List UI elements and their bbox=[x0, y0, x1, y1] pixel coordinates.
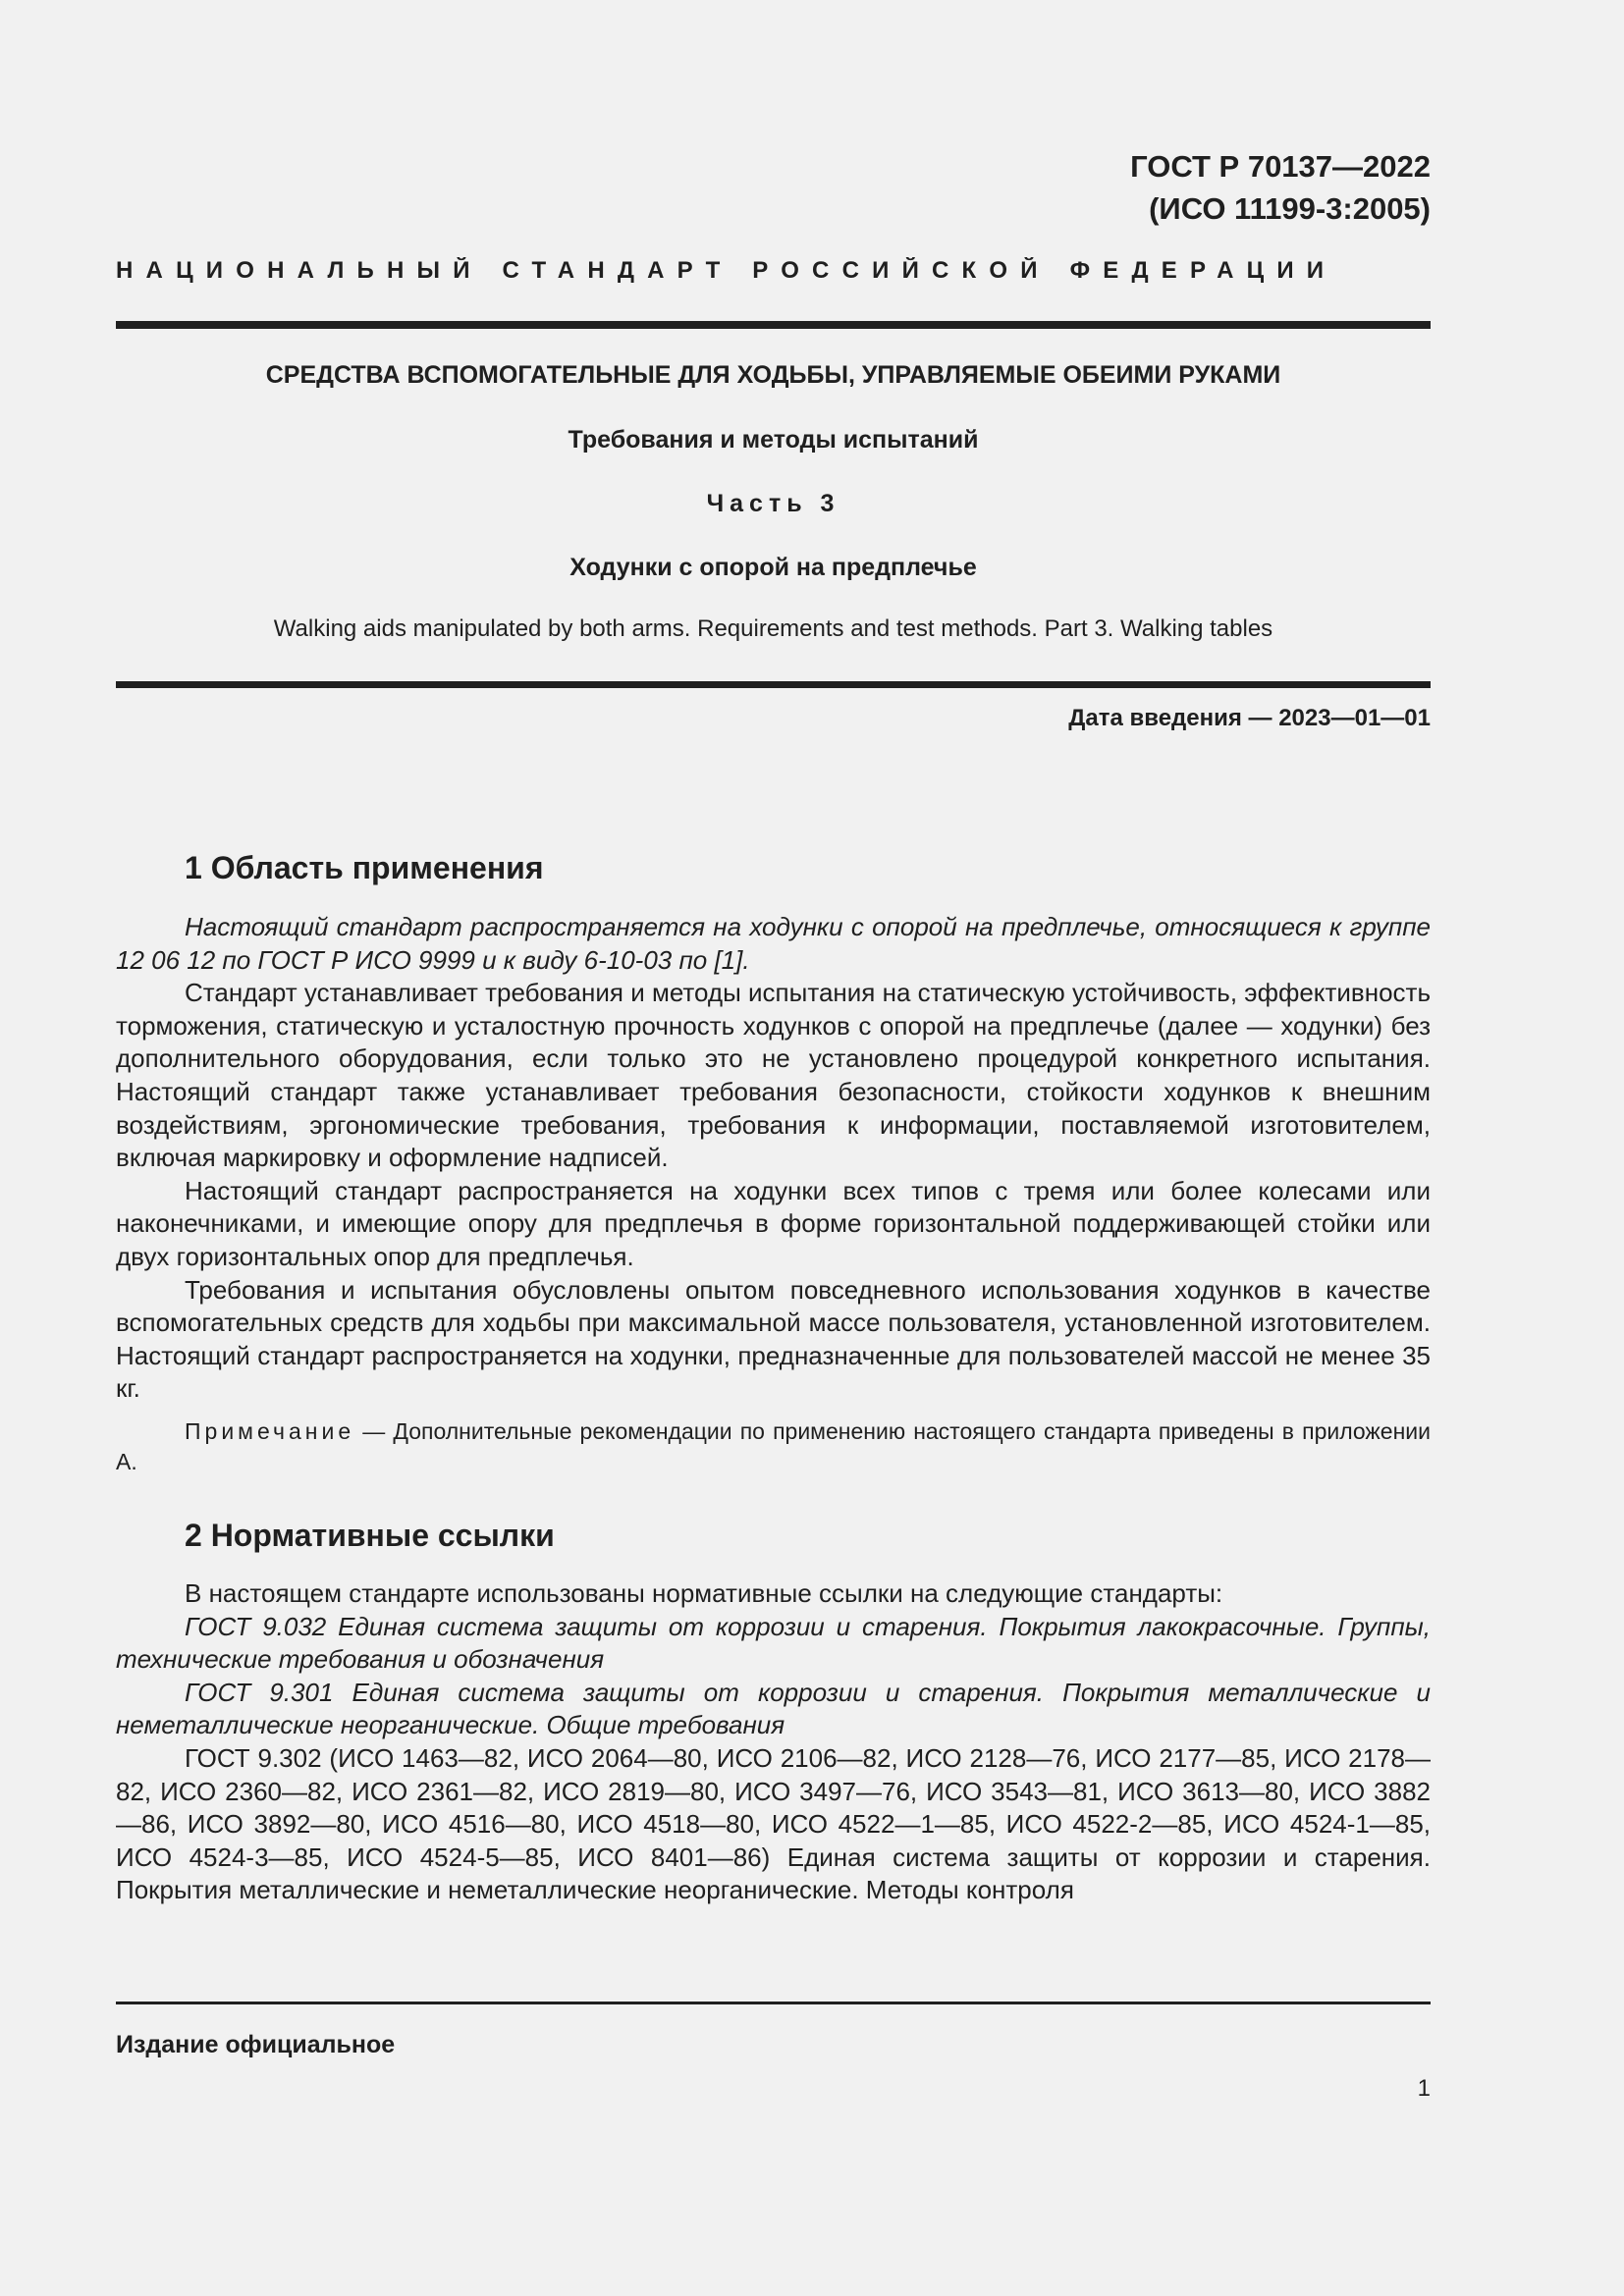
official-edition-label: Издание официальное bbox=[116, 2031, 396, 2058]
paragraph: Требования и испытания обусловлены опытом повседневного использования ходунков в качестве вспомогательных средств для ходьбы при максимальной массе пользователя, установленной изготовителем. Настоящий стандарт распространяется на ходунки, предназначенные для пользователей массой не менее 35 кг. bbox=[116, 1274, 1431, 1404]
iso-number: (ИСО 11199-3:2005) bbox=[1149, 191, 1431, 226]
note-label: Примечание bbox=[185, 1418, 355, 1444]
document-page bbox=[116, 0, 1431, 2296]
note-text: — Дополнительные рекомендации по применению настоящего стандарта приведены в приложении А. bbox=[116, 1418, 1431, 1474]
reference-item: ГОСТ 9.301 Единая система защиты от коррозии и старения. Покрытия металлические и неметаллические неорганические. Общие требования bbox=[116, 1677, 1431, 1740]
section-2-body bbox=[116, 1577, 1431, 1907]
title-divider bbox=[116, 681, 1431, 688]
footer-divider bbox=[116, 2002, 1431, 2004]
gost-number: ГОСТ Р 70137—2022 bbox=[1130, 149, 1431, 184]
paragraph: Настоящий стандарт распространяется на ходунки всех типов с тремя или более колесами или наконечниками, и имеющие опору для предплечья в форме горизонтальной поддерживающей стойки или двух горизонтальных опор для предплечья. bbox=[116, 1175, 1431, 1271]
introduction-date: Дата введения — 2023—01—01 bbox=[1068, 705, 1431, 731]
standard-designation bbox=[1130, 145, 1431, 230]
note bbox=[116, 1416, 1431, 1477]
paragraph: Настоящий стандарт распространяется на ходунки с опорой на предплечье, относящиеся к группе 12 06 12 по ГОСТ Р ИСО 9999 и к виду 6-10-03 по [1]. bbox=[116, 912, 1431, 975]
national-standard-banner: НАЦИОНАЛЬНЫЙ СТАНДАРТ РОССИЙСКОЙ ФЕДЕРАЦИИ bbox=[116, 257, 1337, 284]
part-title: Ходунки с опорой на предплечье bbox=[569, 554, 977, 581]
reference-item: ГОСТ 9.302 (ИСО 1463—82, ИСО 2064—80, ИСО 2106—82, ИСО 2128—76, ИСО 2177—85, ИСО 2178—82, ИСО 2360—82, ИСО 2361—82, ИСО 2819—80, ИСО 3497—76, ИСО 3543—81, ИСО 3613—80, ИСО 3882—86, ИСО 3892—80, ИСО 4516—80, ИСО 4518—80, ИСО 4522—1—85, ИСО 4522-2—85, ИСО 4524-1—85, ИСО 4524-3—85, ИСО 4524-5—85, ИСО 8401—86) Единая система защиты от коррозии и старения. Покрытия металлические и неметаллические неорганические. Методы контроля bbox=[116, 1742, 1431, 1905]
header-divider bbox=[116, 321, 1431, 329]
paragraph: Стандарт устанавливает требования и методы испытания на статическую устойчивость, эффективность торможения, статическую и усталостную прочность ходунков с опорой на предплечье (далее — ходунки) без дополнительного оборудования, если только это не установлено процедурой конкретного испытания. Настоящий стандарт также устанавливает требования безопасности, стойкости ходунков к внешним воздействиям, эргономические требования, требования к информации, поставляемой изготовителем, включая маркировку и оформление надписей. bbox=[116, 978, 1431, 1173]
paragraph: В настоящем стандарте использованы нормативные ссылки на следующие стандарты: bbox=[185, 1578, 1223, 1608]
document-subtitle: Требования и методы испытаний bbox=[568, 426, 979, 454]
section-1-heading: 1 Область применения bbox=[185, 850, 544, 885]
section-1-body bbox=[116, 911, 1431, 1406]
section-2-heading: 2 Нормативные ссылки bbox=[185, 1518, 555, 1553]
document-title: СРЕДСТВА ВСПОМОГАТЕЛЬНЫЕ ДЛЯ ХОДЬБЫ, УПРАВЛЯЕМЫЕ ОБЕИМИ РУКАМИ bbox=[265, 361, 1281, 389]
part-label: Часть 3 bbox=[706, 490, 840, 517]
english-title: Walking aids manipulated by both arms. Requirements and test methods. Part 3. Walking tables bbox=[273, 615, 1273, 642]
reference-item: ГОСТ 9.032 Единая система защиты от коррозии и старения. Покрытия лакокрасочные. Группы, технические требования и обозначения bbox=[116, 1611, 1431, 1675]
page-number: 1 bbox=[1417, 2075, 1431, 2102]
